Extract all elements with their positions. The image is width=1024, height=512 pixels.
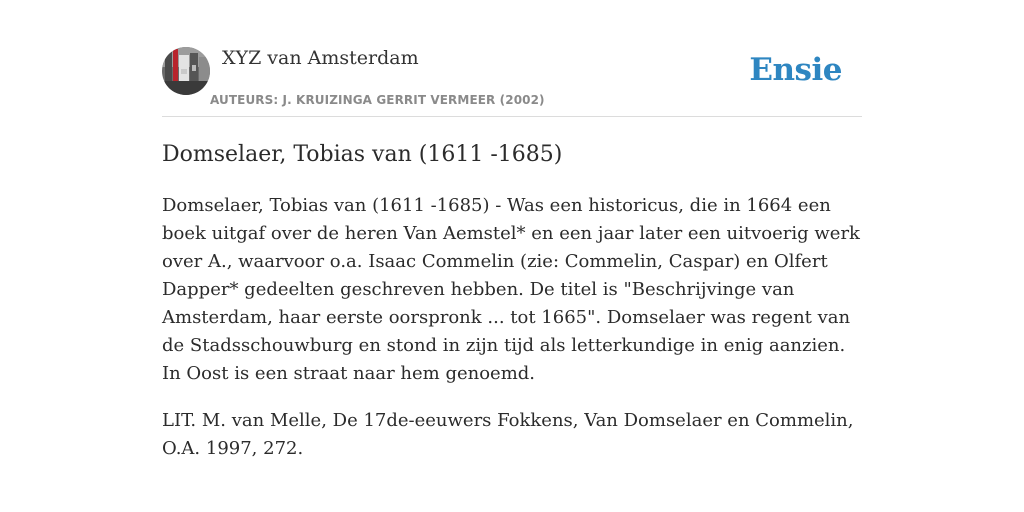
entry-paragraph: Domselaer, Tobias van (1611 -1685) - Was een historicus, die in 1664 een boek uitgaf over de heren Van Aemstel* en een jaar later een uitvoerig werk over A., waarvoor o.a. Isaac Commelin (zie: Commelin, Caspar) en Olfert Dapper* gedeelten geschreven hebben. De titel is "Beschrijvinge van Amsterdam, haar eerste oorspronk ... tot 1665". Domselaer was regent van de Stadsschouwburg en stond in zijn tijd als letterkundige in enig aanzien. In Oost is een straat naar hem genoemd. — [162, 195, 860, 384]
page-header — [162, 46, 862, 117]
book-cover-image — [162, 47, 210, 95]
book-title[interactable]: XYZ van Amsterdam — [222, 47, 419, 69]
book-avatar[interactable] — [162, 47, 210, 95]
ensie-logo-link[interactable]: Ensie — [749, 52, 842, 88]
entry-title: Domselaer, Tobias van (1611 -1685) — [162, 142, 563, 167]
authors-line: AUTEURS: J. KRUIZINGA GERRIT VERMEER (2002) — [210, 93, 545, 107]
entry-literature: LIT. M. van Melle, De 17de-eeuwers Fokkens, Van Domselaer en Commelin, O.A. 1997, 272. — [162, 410, 854, 459]
entry-body — [162, 192, 862, 482]
